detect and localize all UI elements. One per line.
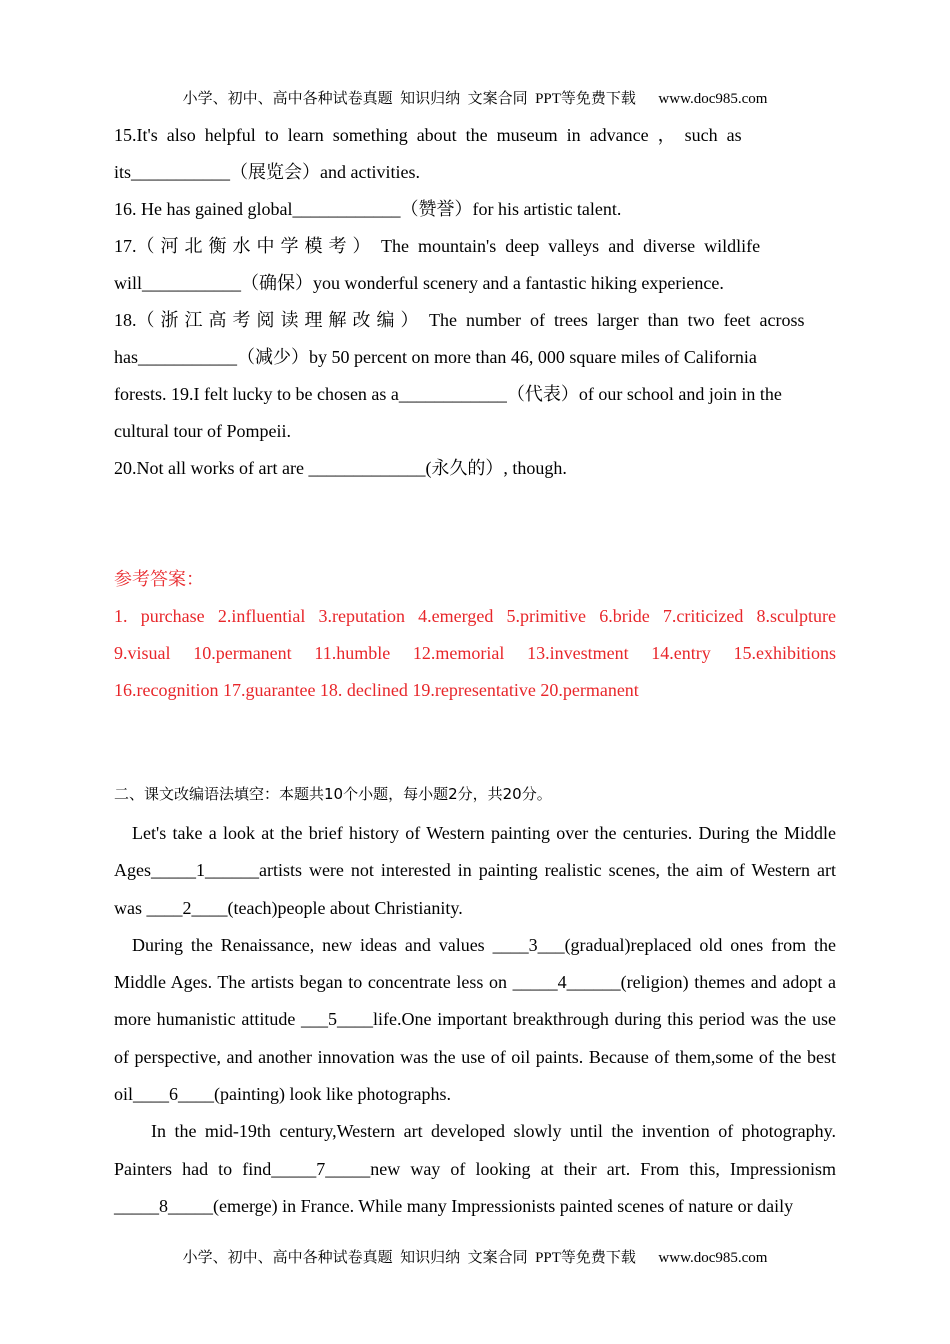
question-16: 16. He has gained global____________（赞誉）for his artistic talent. [114,199,622,219]
section-2-paragraph-1: Let's take a look at the brief history of Western painting over the centuries. During the Middle Ages_____1______artists were not interested in painting realistic scenes, the aim of Western art was ____2____(teach)people about Christianity. [114,823,836,918]
header-site[interactable]: www.doc985.com [658,91,768,107]
section-2 [114,780,836,1225]
page-footer [0,1246,950,1267]
question-15-line-1: 15.It's also helpful to learn something about the museum in advance ， such as [114,125,742,145]
question-17-text: The mountain's deep valleys and diverse wildlife [376,236,761,256]
section-2-paragraph-3: In the mid-19th century,Western art developed slowly until the invention of photography. Painters had to find_____7_____new way of looking at their art. From this, Impressionism _____8_____(emerge) in France. While many Impressionists painted scenes of nature or daily [114,1121,836,1216]
question-18-line-4: cultural tour of Pompeii. [114,421,291,441]
question-17-source: （河北衡水中学模考） [136,236,377,256]
questions-block [114,117,836,487]
question-15-line-2: its___________（展览会）and activities. [114,162,420,182]
header-banner: 小学、初中、高中各种试卷真题 知识归纳 文案合同 PPT等免费下载 [182,91,636,107]
question-18-source: （浙江高考阅读理解改编） [136,310,425,330]
question-17-number: 17. [114,236,137,256]
question-18-number: 18. [114,310,137,330]
answer-line-3: 16.recognition 17.guarantee 18. declined 19.representative 20.permanent [114,680,639,700]
footer-banner: 小学、初中、高中各种试卷真题 知识归纳 文案合同 PPT等免费下载 [182,1250,636,1266]
answer-key [114,561,836,709]
section-2-paragraph-2: During the Renaissance, new ideas and values ____3___(gradual)replaced old ones from the Middle Ages. The artists began to concentrate less on _____4______(religion) themes and adopt a more humanistic attitude ___5____life.One important breakthrough during this period was the use of perspective, and another innovation was the use of oil paints. Because of them,some of the best oil____6____(painting) look like photographs. [114,934,836,1105]
question-18-line-1 [114,302,836,339]
section-2-title: 二、课文改编语法填空：本题共10个小题，每小题2分，共20分。 [114,785,552,803]
question-18-line-3: forests. 19.I felt lucky to be chosen as a____________（代表）of our school and join in the [114,384,782,404]
answer-key-title: 参考答案： [114,569,204,589]
question-18-text: The number of trees larger than two feet across [424,310,805,330]
question-20: 20.Not all works of art are _____________(永久的）, though. [114,458,567,478]
question-17-line-1 [114,228,836,265]
answer-line-1: 1. purchase 2.influential 3.reputation 4.emerged 5.primitive 6.bride 7.criticized 8.sculpture [114,606,836,626]
question-18-line-2: has___________（减少）by 50 percent on more than 46, 000 square miles of California [114,347,757,367]
footer-site[interactable]: www.doc985.com [658,1250,768,1266]
page-header [0,87,950,108]
answer-line-2: 9.visual 10.permanent 11.humble 12.memorial 13.investment 14.entry 15.exhibitions [114,643,836,663]
question-17-line-2: will___________（确保）you wonderful scenery and a fantastic hiking experience. [114,273,724,293]
